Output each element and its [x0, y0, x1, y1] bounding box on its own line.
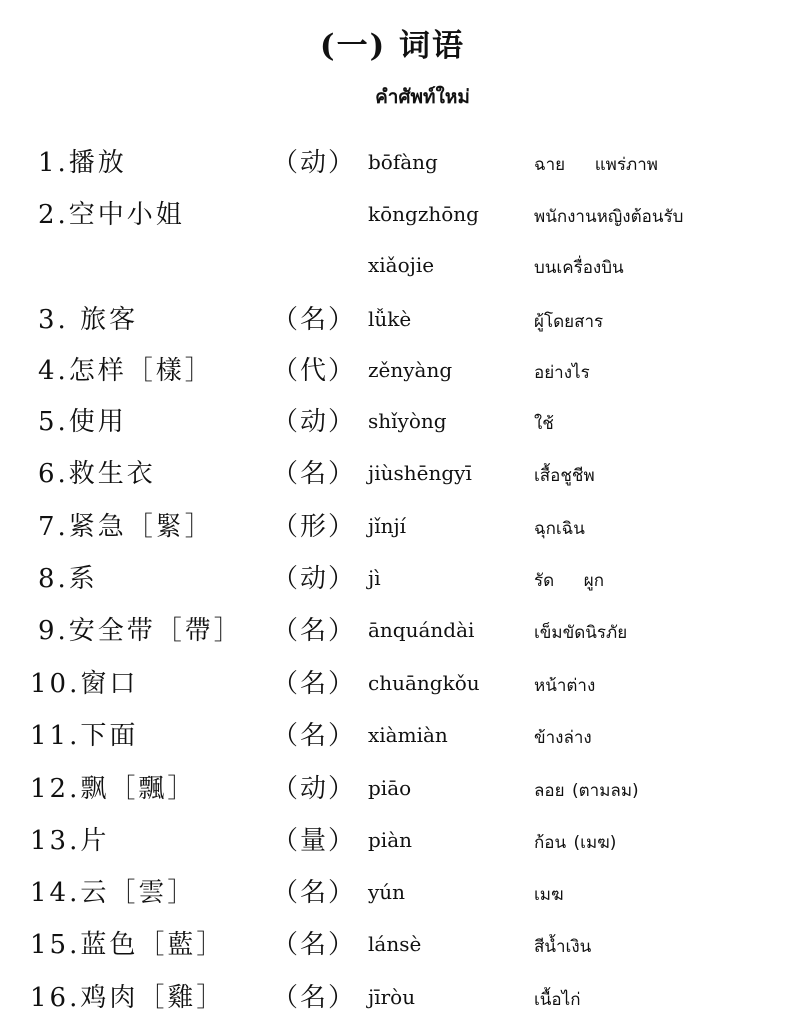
vocab-word: 13.片 — [30, 826, 110, 856]
vocab-pinyin: shǐyòng — [368, 409, 447, 433]
vocab-pinyin: lǚkè — [368, 307, 412, 331]
vocab-part-of-speech: （名） — [272, 930, 357, 960]
vocab-part-of-speech: （形） — [272, 512, 357, 542]
vocab-row — [0, 661, 785, 713]
vocab-word: 14.云［雲］ — [30, 878, 197, 908]
vocab-row — [0, 975, 785, 1027]
vocab-thai: สีน้ำเงิน — [534, 937, 592, 957]
vocab-pinyin: xiǎojie — [368, 253, 435, 277]
vocab-pinyin: yún — [368, 880, 406, 904]
vocab-thai: ลอย (ตามลม) — [534, 781, 639, 801]
vocab-thai: พนักงานหญิงต้อนรับ — [534, 207, 684, 227]
vocab-part-of-speech: （名） — [272, 305, 357, 335]
vocab-part-of-speech: （动） — [272, 148, 357, 178]
vocab-word: 2.空中小姐 — [38, 200, 185, 230]
vocab-thai: เนื้อไก่ — [534, 990, 581, 1010]
vocab-thai: ข้างล่าง — [534, 728, 592, 748]
vocab-word: 15.蓝色［藍］ — [30, 930, 226, 960]
vocab-thai: ฉาย แพร่ภาพ — [534, 155, 658, 175]
vocab-part-of-speech: （量） — [272, 826, 357, 856]
vocab-part-of-speech: （名） — [272, 721, 357, 751]
vocab-pinyin: jiùshēngyī — [368, 461, 472, 485]
vocab-thai: ผู้โดยสาร — [534, 312, 604, 332]
vocab-row — [0, 451, 785, 503]
vocab-pinyin: ānquándài — [368, 618, 475, 642]
vocab-part-of-speech: （动） — [272, 774, 357, 804]
vocab-row — [0, 504, 785, 556]
vocab-word: 4.怎样［樣］ — [38, 356, 214, 386]
vocab-pinyin: bōfàng — [368, 150, 438, 174]
vocab-row — [0, 243, 785, 295]
vocab-word: 3. 旅客 — [38, 305, 139, 335]
vocab-pinyin: jīròu — [368, 985, 416, 1009]
vocab-part-of-speech: （名） — [272, 616, 357, 646]
vocab-thai: ฉุกเฉิน — [534, 519, 585, 539]
vocab-row — [0, 192, 785, 244]
vocab-word: 9.安全带［帶］ — [38, 616, 243, 646]
vocab-part-of-speech: （代） — [272, 356, 357, 386]
vocab-word: 1.播放 — [38, 148, 127, 178]
vocab-pinyin: chuāngkǒu — [368, 671, 480, 695]
vocab-word: 12.飘［飄］ — [30, 774, 197, 804]
vocab-pinyin: piāo — [368, 776, 412, 800]
vocab-part-of-speech: （动） — [272, 564, 357, 594]
vocab-pinyin: jǐnjí — [368, 514, 407, 538]
vocab-row — [0, 766, 785, 818]
vocab-word: 5.使用 — [38, 407, 127, 437]
page-title: (一) 词语 — [319, 28, 466, 64]
vocab-thai: ก้อน (เมฆ) — [534, 833, 617, 853]
vocab-row — [0, 713, 785, 765]
vocab-thai: รัด ผูก — [534, 571, 605, 591]
vocab-thai: เมฆ — [534, 885, 564, 905]
vocab-pinyin: jì — [368, 566, 381, 590]
vocab-word: 16.鸡肉［雞］ — [30, 983, 226, 1013]
vocab-row — [0, 140, 785, 192]
vocab-part-of-speech: （名） — [272, 669, 357, 699]
vocab-row — [0, 399, 785, 451]
vocab-word: 8.系 — [38, 564, 98, 594]
vocab-thai: เข็มขัดนิรภัย — [534, 623, 628, 643]
vocab-part-of-speech: （名） — [272, 459, 357, 489]
vocab-row — [0, 348, 785, 400]
vocab-part-of-speech: （名） — [272, 983, 357, 1013]
vocab-thai: ใช้ — [534, 414, 554, 434]
vocab-part-of-speech: （动） — [272, 407, 357, 437]
vocab-word: 6.救生衣 — [38, 459, 156, 489]
vocab-pinyin: kōngzhōng — [368, 202, 479, 226]
vocab-row — [0, 818, 785, 870]
vocab-word: 7.紧急［緊］ — [38, 512, 214, 542]
vocab-thai: หน้าต่าง — [534, 676, 596, 696]
vocab-part-of-speech: （名） — [272, 878, 357, 908]
vocab-word: 10.窗口 — [30, 669, 139, 699]
vocab-thai: เสื้อชูชีพ — [534, 466, 595, 486]
vocab-row — [0, 297, 785, 349]
vocab-pinyin: zěnyàng — [368, 358, 453, 382]
page-subtitle: คำศัพท์ใหม่ — [375, 86, 470, 108]
vocab-row — [0, 608, 785, 660]
vocab-word: 11.下面 — [30, 721, 139, 751]
vocab-thai: อย่างไร — [534, 363, 590, 383]
vocab-pinyin: xiàmiàn — [368, 723, 448, 747]
vocab-row — [0, 870, 785, 922]
vocab-pinyin: lánsè — [368, 932, 422, 956]
vocab-thai: บนเครื่องบิน — [534, 258, 624, 278]
vocab-pinyin: piàn — [368, 828, 413, 852]
vocab-row — [0, 556, 785, 608]
vocab-row — [0, 922, 785, 974]
